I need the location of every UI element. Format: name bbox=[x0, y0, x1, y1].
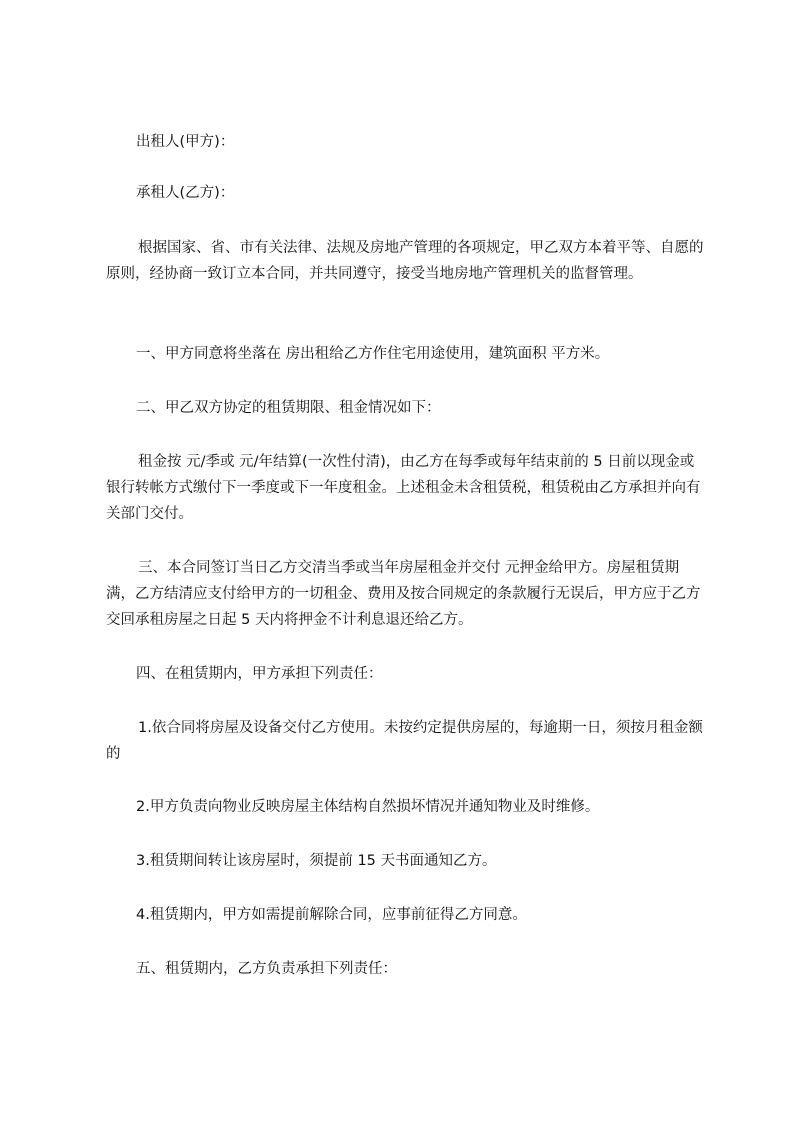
clause-2: 二、甲乙双方协定的租赁期限、租金情况如下： bbox=[136, 400, 441, 416]
clause-4: 四、在租赁期内，甲方承担下列责任： bbox=[136, 666, 383, 682]
clause-4-item-2: 2.甲方负责向物业反映房屋主体结构自然损坏情况并通知物业及时维修。 bbox=[136, 799, 600, 815]
clause-4-item-4: 4.租赁期内，甲方如需提前解除合同，应事前征得乙方同意。 bbox=[136, 907, 527, 923]
clause-3: 三、本合同签订当日乙方交清当季或当年房屋租金并交付 元押金给甲方。房屋租赁期满，乙方结清应支付给甲方的一切租金、费用及按合同规定的条款履行无误后，甲方应于乙方交回承租房屋之日起 5 天内将押金不计利息退还给乙方。 bbox=[106, 560, 701, 628]
clause-4-item-3: 3.租赁期间转让该房屋时，须提前 15 天书面通知乙方。 bbox=[136, 853, 497, 869]
clause-4-item-1: 1.依合同将房屋及设备交付乙方使用。未按约定提供房屋的，每逾期一日，须按月租金额的 bbox=[106, 720, 703, 762]
clause-5: 五、租赁期内，乙方负责承担下列责任： bbox=[136, 961, 397, 977]
clause-1: 一、甲方同意将坐落在 房出租给乙方作住宅用途使用，建筑面积 平方米。 bbox=[136, 346, 610, 362]
lessee-line: 承租人(乙方)： bbox=[136, 185, 235, 201]
lessor-line: 出租人(甲方)： bbox=[136, 134, 235, 150]
preamble-paragraph: 根据国家、省、市有关法律、法规及房地产管理的各项规定，甲乙双方本着平等、自愿的原则，经协商一致订立本合同，并共同遵守，接受当地房地产管理机关的监督管理。 bbox=[106, 240, 704, 282]
rent-terms-paragraph: 租金按 元/季或 元/年结算(一次性付清)，由乙方在每季或每年结束前的 5 日前以现金或银行转帐方式缴付下一季度或下一年度租金。上述租金未含租赁税，租赁税由乙方承担并向有关部门交付。 bbox=[106, 454, 701, 522]
